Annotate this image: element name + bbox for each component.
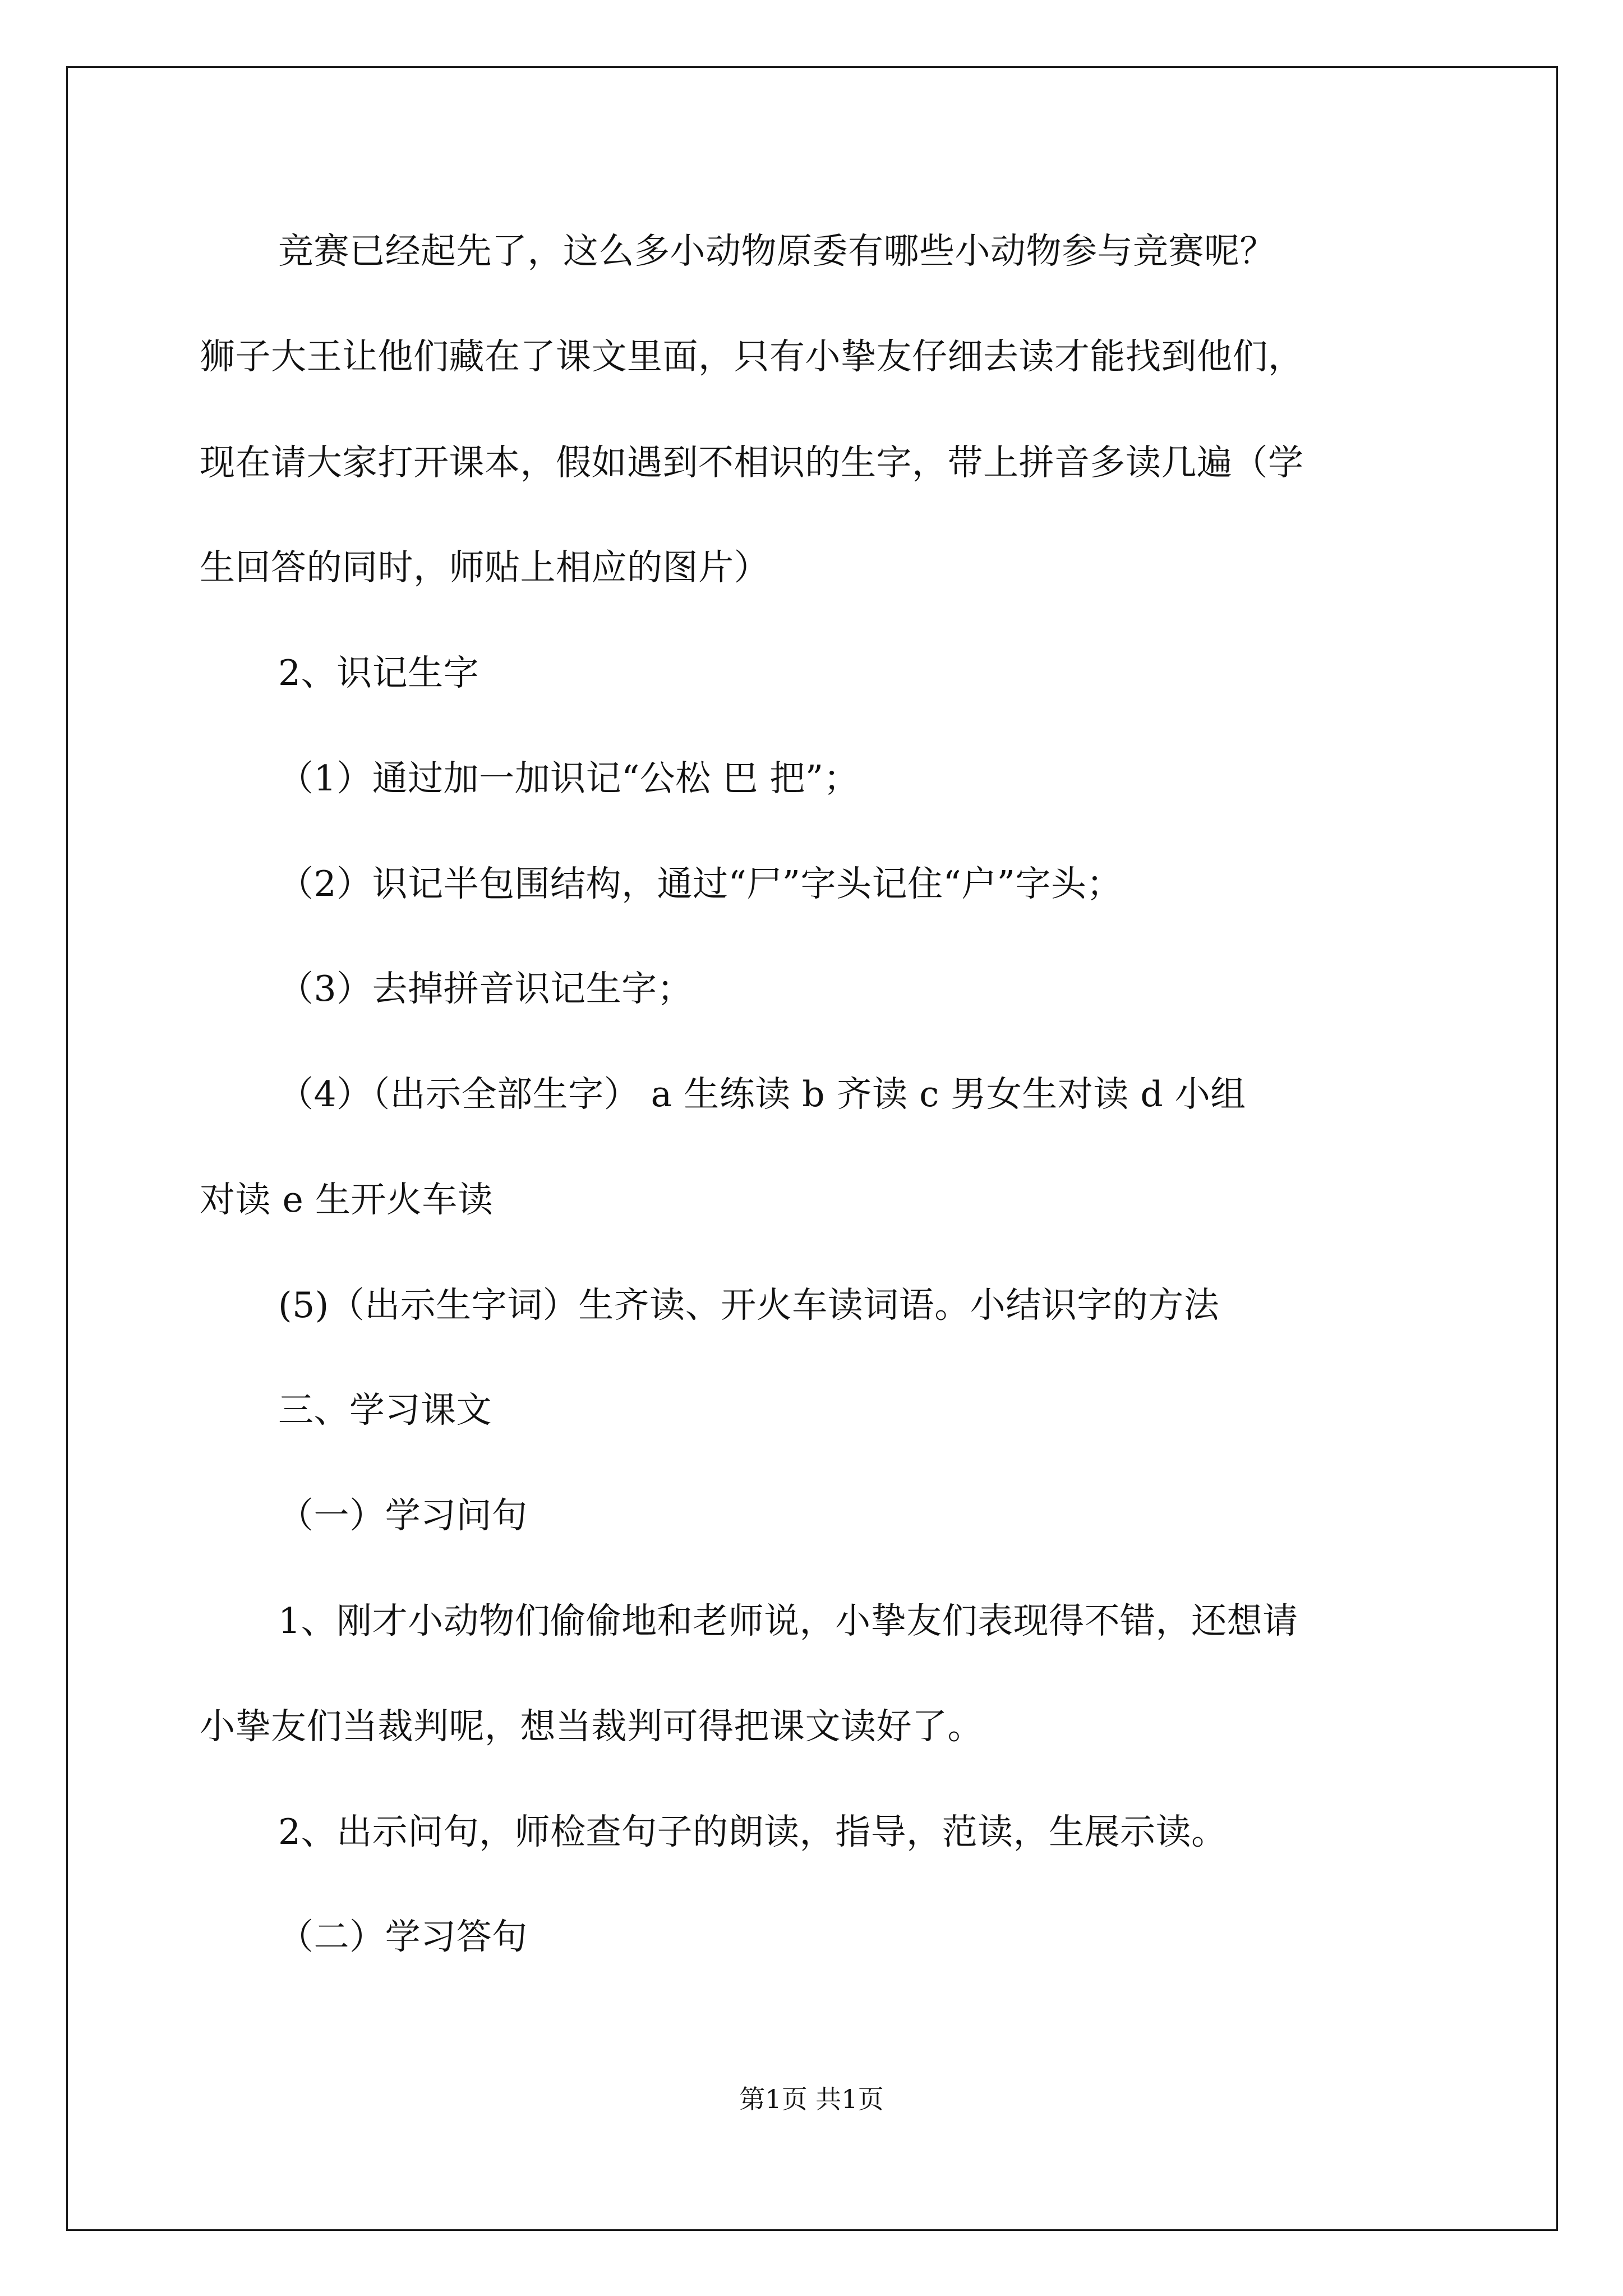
section-heading: 2、识记生字 <box>278 652 479 693</box>
paragraph-line: 竞赛已经起先了，这么多小动物原委有哪些小动物参与竞赛呢？ <box>278 231 1275 272</box>
section-heading: 三、学习课文 <box>278 1389 492 1430</box>
list-item: （1）通过加一加识记“公松 巴 把”； <box>278 758 860 799</box>
list-item: （3）去掉拼音识记生字； <box>278 968 693 1009</box>
list-item: (5)（出示生字词）生齐读、开火车读词语。小结识字的方法 <box>278 1285 1220 1326</box>
paragraph-line: 小挚友们当裁判呢，想当裁判可得把课文读好了。 <box>200 1706 983 1747</box>
list-item: （4）（出示全部生字） a 生练读 b 齐读 c 男女生对读 d 小组 <box>278 1074 1246 1115</box>
paragraph-line: 狮子大王让他们藏在了课文里面，只有小挚友仔细去读才能找到他们， <box>200 336 1304 377</box>
page-border <box>66 66 1558 2231</box>
paragraph-line: 对读 e 生开火车读 <box>200 1179 494 1220</box>
paragraph-line: 生回答的同时，师贴上相应的图片） <box>200 547 769 588</box>
page-number-footer: 第1页 共1页 <box>739 2084 884 2114</box>
list-item: （2）识记半包围结构，通过“尸”字头记住“户”字头； <box>278 863 1122 904</box>
subsection-heading: （一）学习问句 <box>278 1495 528 1536</box>
paragraph-line: 2、出示问句，师检查句子的朗读，指导，范读，生展示读。 <box>278 1811 1227 1852</box>
paragraph-line: 1、刚才小动物们偷偷地和老师说，小挚友们表现得不错，还想请 <box>278 1600 1298 1641</box>
subsection-heading: （二）学习答句 <box>278 1916 528 1957</box>
paragraph-line: 现在请大家打开课本，假如遇到不相识的生字，带上拼音多读几遍（学 <box>200 442 1304 483</box>
